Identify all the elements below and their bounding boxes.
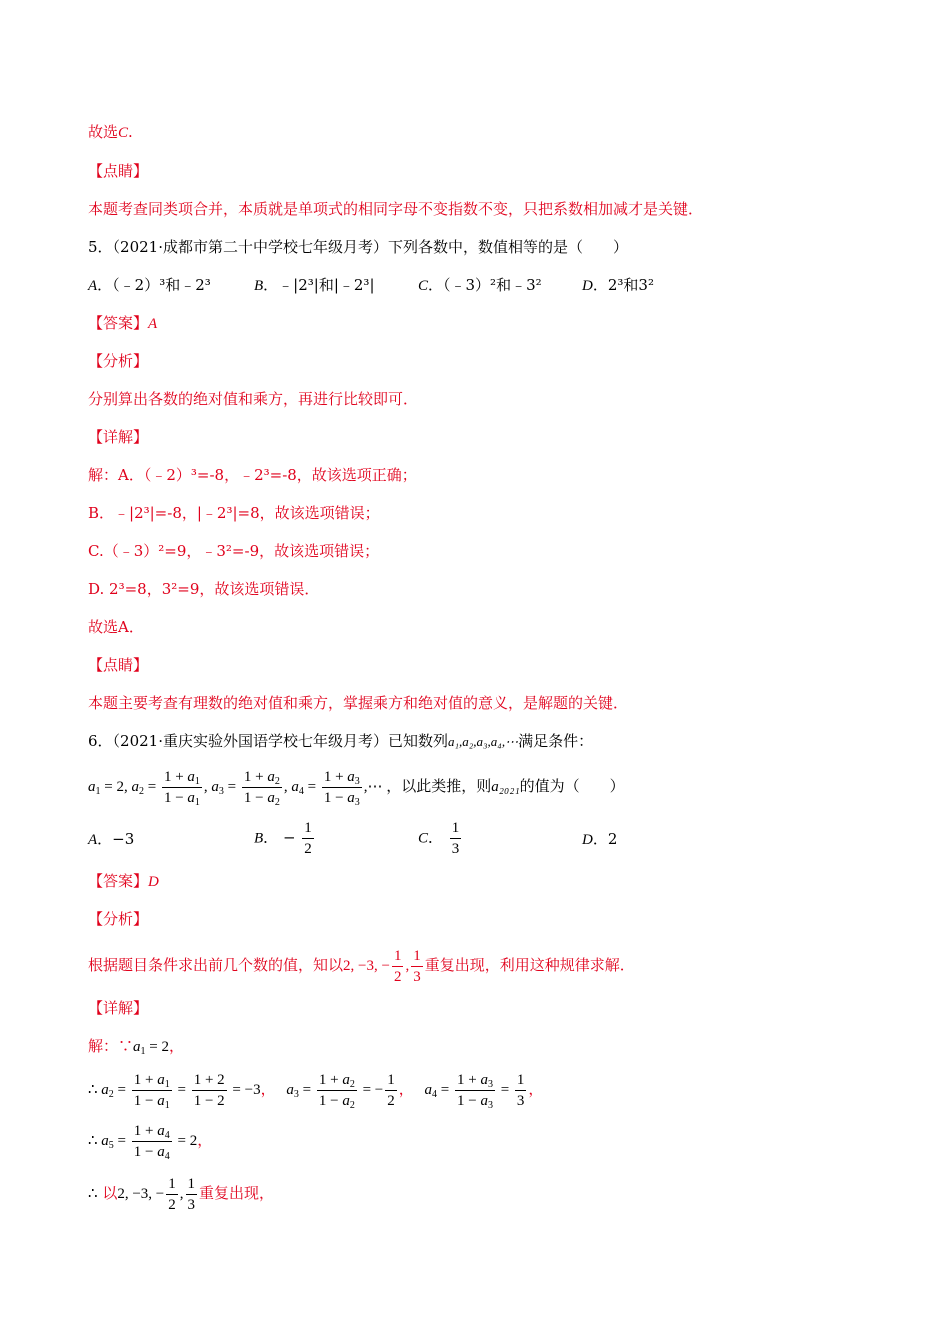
q5-conclusion: 故选A． [88,618,144,636]
q6-detail-line1: 解：$\because a_1 = 2$， [88,1037,184,1057]
dianjing-text-q4: 本题考查同类项合并，本质就是单项式的相同字母不变指数不变，只把系数相加减才是关键． [88,200,704,218]
q5-detail-c: C.（﹣3）²=9，﹣3²=-9，故该选项错误； [88,542,380,560]
q5-detail-d: D. 2³=8，3²=9，故该选项错误． [88,580,320,598]
q6-detail-line2: ∴ $a_2$ = $\frac{1 + a_1}{1 - a_1}$ = $\frac{1 + 2}{1 - 2}$ = −3， $a_3$ = $\frac{1 + a_2}{1 - a_2}$ = − $\frac{1}{2}$ ， $a_4$ = $\frac{1 + a_3}{1 - a_3}$ = $\frac{1}{3}$ ， [88,1072,544,1112]
q5-detail-label: 【详解】 [88,428,149,446]
q6-analysis-text: 根据题目条件求出前几个数的值，知以2, −3, − $\frac{1}{2}$ , $\frac{1}{3}$ 重复出现，利用这种规律求解． [88,948,635,986]
conclusion-q4: 故选C. [88,123,133,141]
q6-option-c: C． $\frac{1}{3}$ [418,820,460,857]
q5-option-a: A．（﹣2）³和﹣2³ [88,276,211,294]
q5-option-c: C．（﹣3）²和﹣3² [418,276,542,294]
q6-option-a: A．−3 [88,830,135,848]
q5-detail-b: B．﹣|2³|=-8，|﹣2³|=8，故该选项错误； [88,504,380,522]
q6-detail-line4: ∴ 以2, −3, − $\frac{1}{2}$ , $\frac{1}{3}$ 重复出现， [88,1176,275,1214]
q6-stem: 6．（2021·重庆实验外国语学校七年级月考）已知数列a₁,a₂,a₃,a₄,⋯满足条件： [88,732,594,750]
q5-dianjing-label: 【点睛】 [88,656,149,674]
q6-analysis-label: 【分析】 [88,910,149,928]
q5-stem: 5．（2021·成都市第二十中学校七年级月考）下列各数中，数值相等的是（ ） [88,238,628,256]
q6-option-d: D．2 [582,830,618,848]
q5-analysis-label: 【分析】 [88,352,149,370]
q5-detail-a: 解：A．（﹣2）³=-8，﹣2³=-8，故该选项正确； [88,466,417,484]
q6-conditions: $a_1 = 2$, $a_2$ = $\frac{1 + a_1}{1 - a_1}$ , $a_3$ = $\frac{1 + a_2}{1 - a_2}$ , $a_4$ = $\frac{1 + a_3}{1 - a_3}$ ,⋯ ，以此类推，则a₂₀₂₁的值为（ ） [88,769,625,809]
q5-answer: 【答案】A [88,314,158,332]
q5-dianjing-text: 本题主要考查有理数的绝对值和乘方，掌握乘方和绝对值的意义，是解题的关键． [88,694,629,712]
q6-detail-label: 【详解】 [88,999,149,1017]
q6-answer: 【答案】D [88,872,159,890]
q5-analysis-text: 分别算出各数的绝对值和乘方，再进行比较即可． [88,390,419,408]
q6-option-b: B． − $\frac{1}{2}$ [254,820,312,857]
q5-option-b: B．﹣|2³|和|﹣2³| [254,276,375,294]
q5-option-d: D．2³和3² [582,276,654,294]
q6-detail-line3: ∴ $a_5$ = $\frac{1 + a_4}{1 - a_4}$ = 2， [88,1123,213,1163]
dianjing-label-q4: 【点睛】 [88,162,149,180]
q6-options [88,818,868,860]
